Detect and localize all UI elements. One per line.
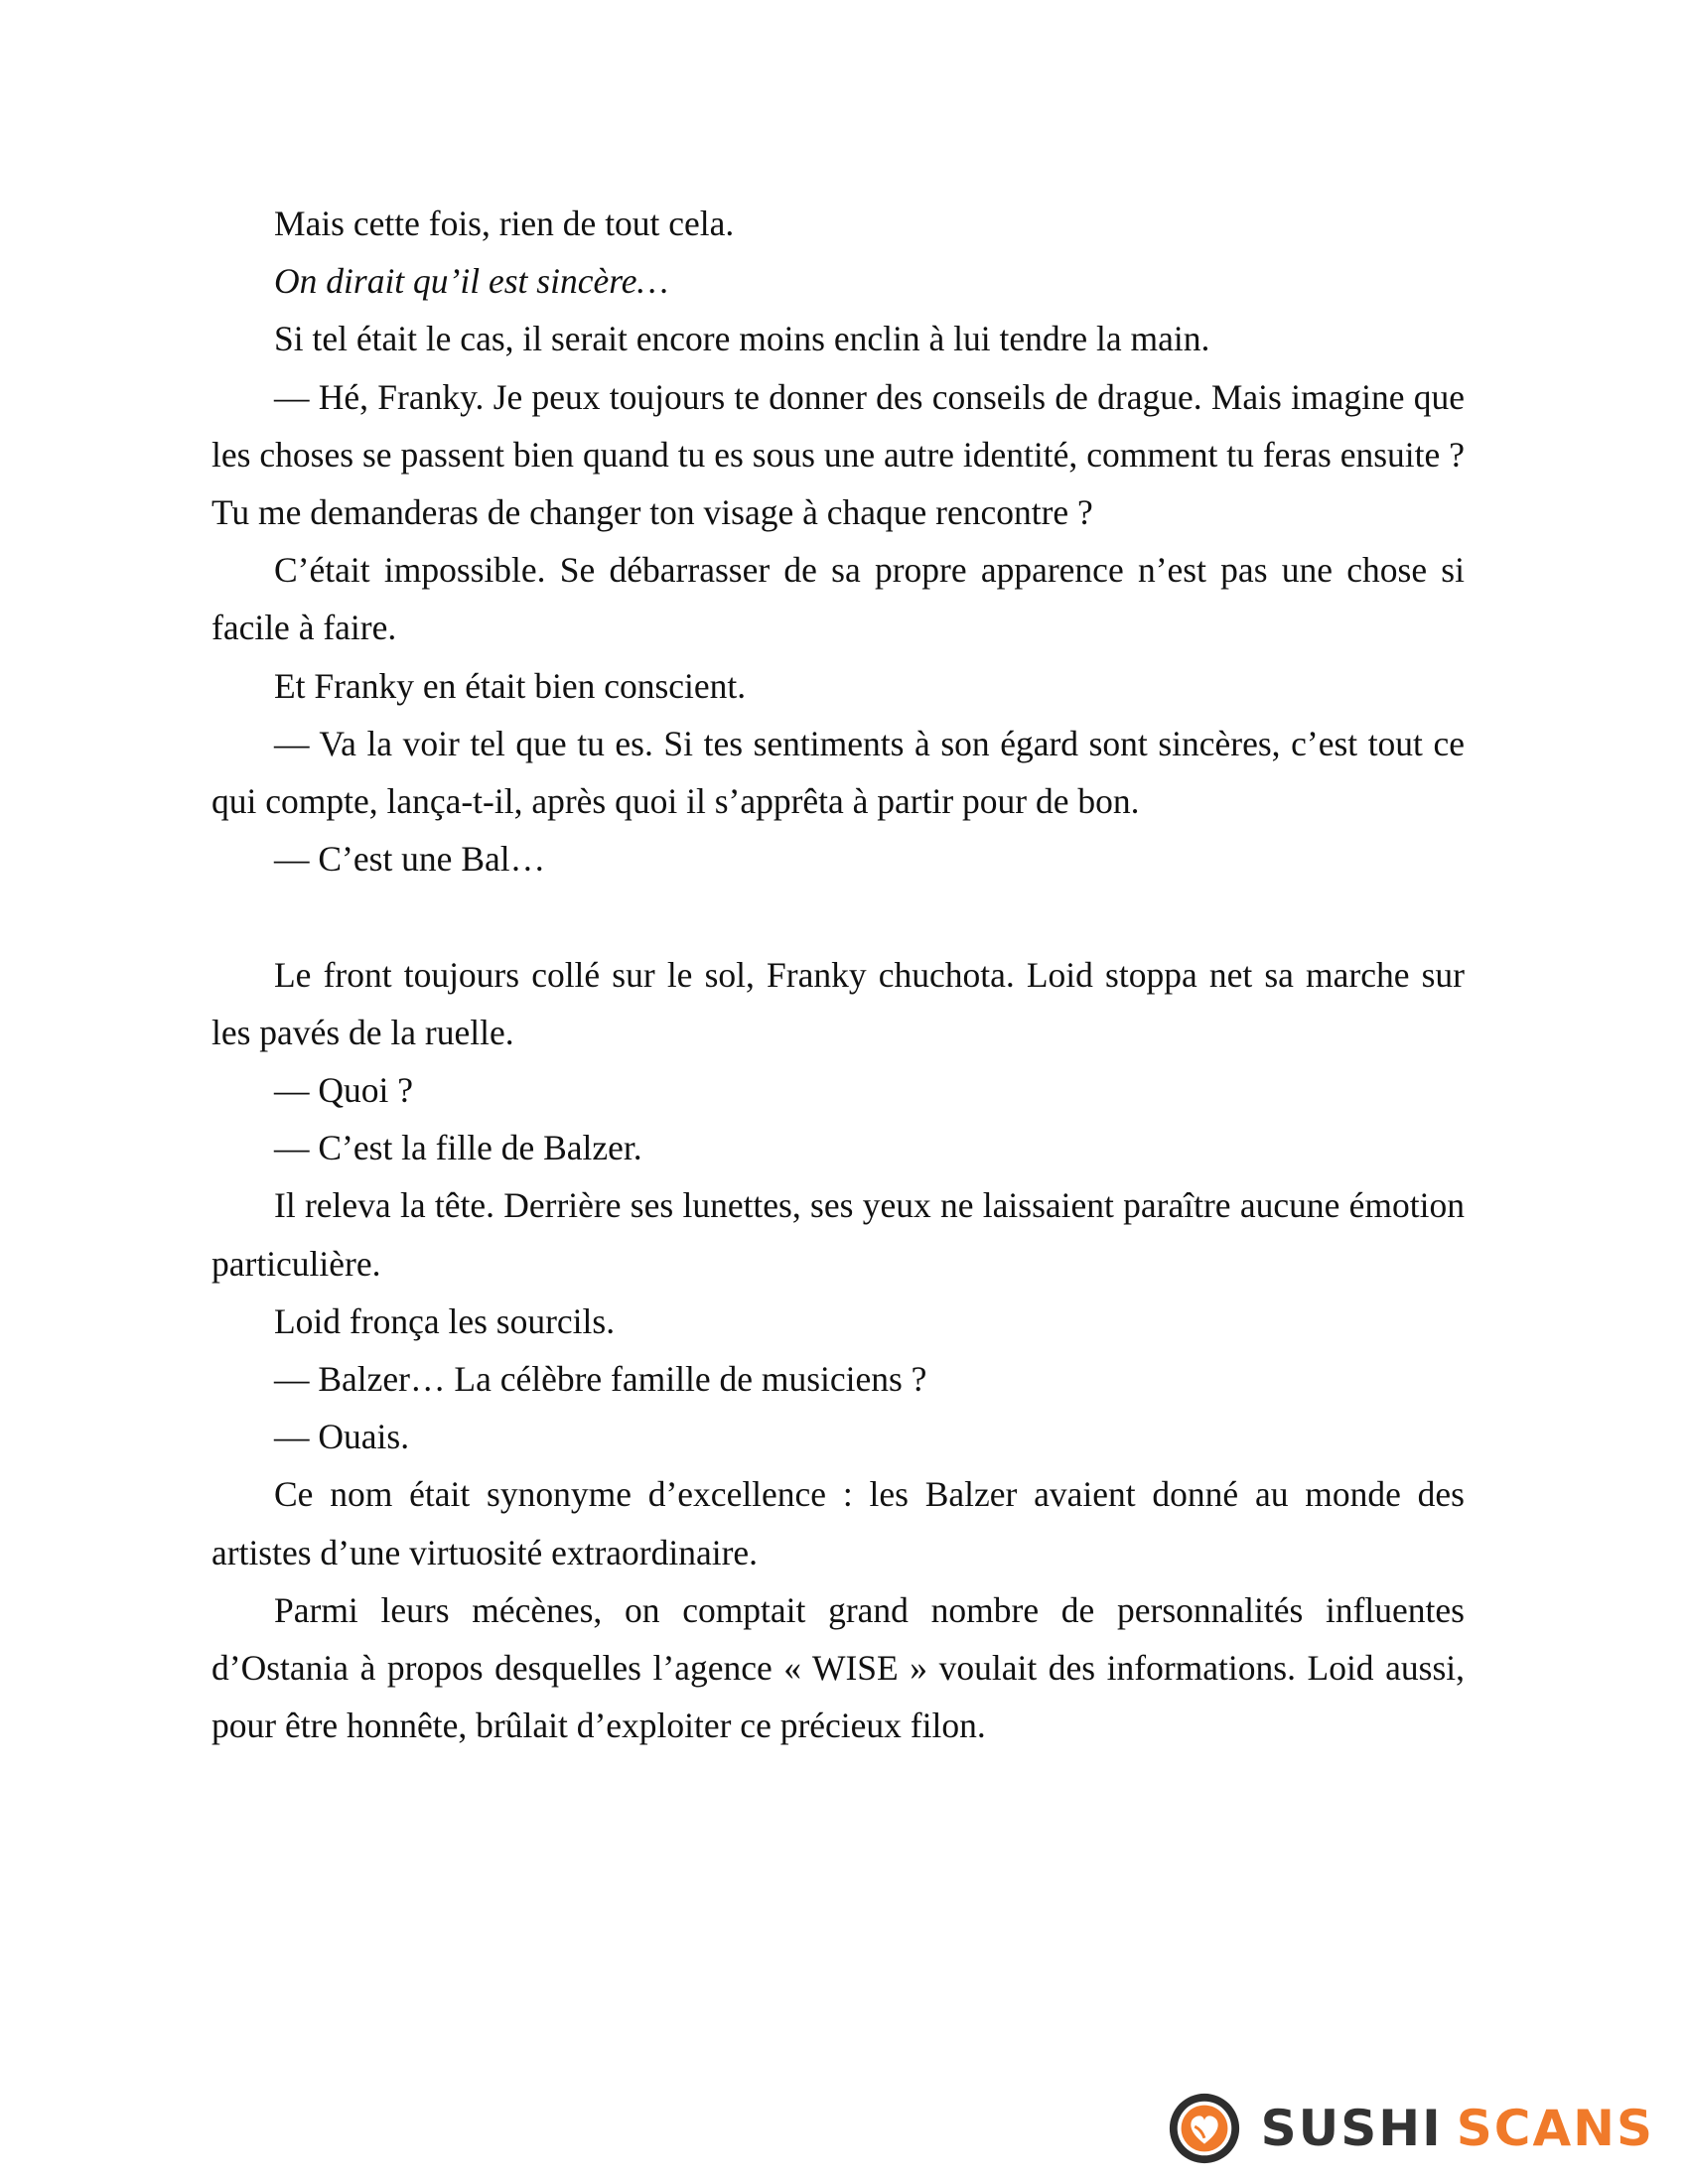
watermark xyxy=(1166,2089,1654,2168)
paragraph: Il releva la tête. Derrière ses lunettes, ses yeux ne laissaient paraître aucune émotion particulière. xyxy=(211,1185,1465,1284)
paragraph: Parmi leurs mécènes, on comptait grand nombre de personnalités influentes d’Ostania à propos desquelles l’agence « WISE » voulait des informations. Loid aussi, pour être honnête, brûlait d’exploiter ce précieux filon. xyxy=(211,1589,1465,1746)
paragraph-dialogue: — Balzer… La célèbre famille de musiciens ? xyxy=(274,1359,927,1400)
paragraph: Ce nom était synonyme d’excellence : les Balzer avaient donné au monde des artistes d’une virtuosité extraordinaire. xyxy=(211,1474,1465,1572)
paragraph: C’était impossible. Se débarrasser de sa propre apparence n’est pas une chose si facile à faire. xyxy=(211,550,1465,648)
scene-break xyxy=(211,887,1465,945)
paragraph-dialogue: — C’est une Bal… xyxy=(274,839,546,880)
paragraph-dialogue: — C’est la fille de Balzer. xyxy=(274,1128,642,1168)
watermark-word-sushi: SUSHI xyxy=(1260,2100,1443,2157)
paragraph: Le front toujours collé sur le sol, Franky chuchota. Loid stoppa net sa marche sur les pavés de la ruelle. xyxy=(211,954,1465,1052)
paragraph-dialogue: — Va la voir tel que tu es. Si tes sentiments à son égard sont sincères, c’est tout ce qui compte, lança-t-il, après quoi il s’apprêta à partir pour de bon. xyxy=(211,723,1465,822)
paragraph-italic-thought: On dirait qu’il est sincère… xyxy=(274,261,669,302)
paragraph-dialogue: — Hé, Franky. Je peux toujours te donner des conseils de drague. Mais imagine que les choses se passent bien quand tu es sous une autre identité, comment tu feras ensuite ? Tu me demanderas de changer ton visage à chaque rencontre ? xyxy=(211,376,1465,533)
sushi-scans-logo-icon xyxy=(1166,2090,1243,2167)
paragraph: Loid fronça les sourcils. xyxy=(274,1300,616,1341)
watermark-text xyxy=(1260,2100,1654,2157)
paragraph: Si tel était le cas, il serait encore moins enclin à lui tendre la main. xyxy=(274,319,1210,359)
paragraph: Mais cette fois, rien de tout cela. xyxy=(274,204,735,243)
body-text xyxy=(211,195,1465,1754)
paragraph-dialogue: — Quoi ? xyxy=(274,1070,414,1111)
paragraph: Et Franky en était bien conscient. xyxy=(274,665,747,706)
paragraph-dialogue: — Ouais. xyxy=(274,1417,410,1457)
watermark-word-scans: SCANS xyxy=(1456,2100,1654,2157)
